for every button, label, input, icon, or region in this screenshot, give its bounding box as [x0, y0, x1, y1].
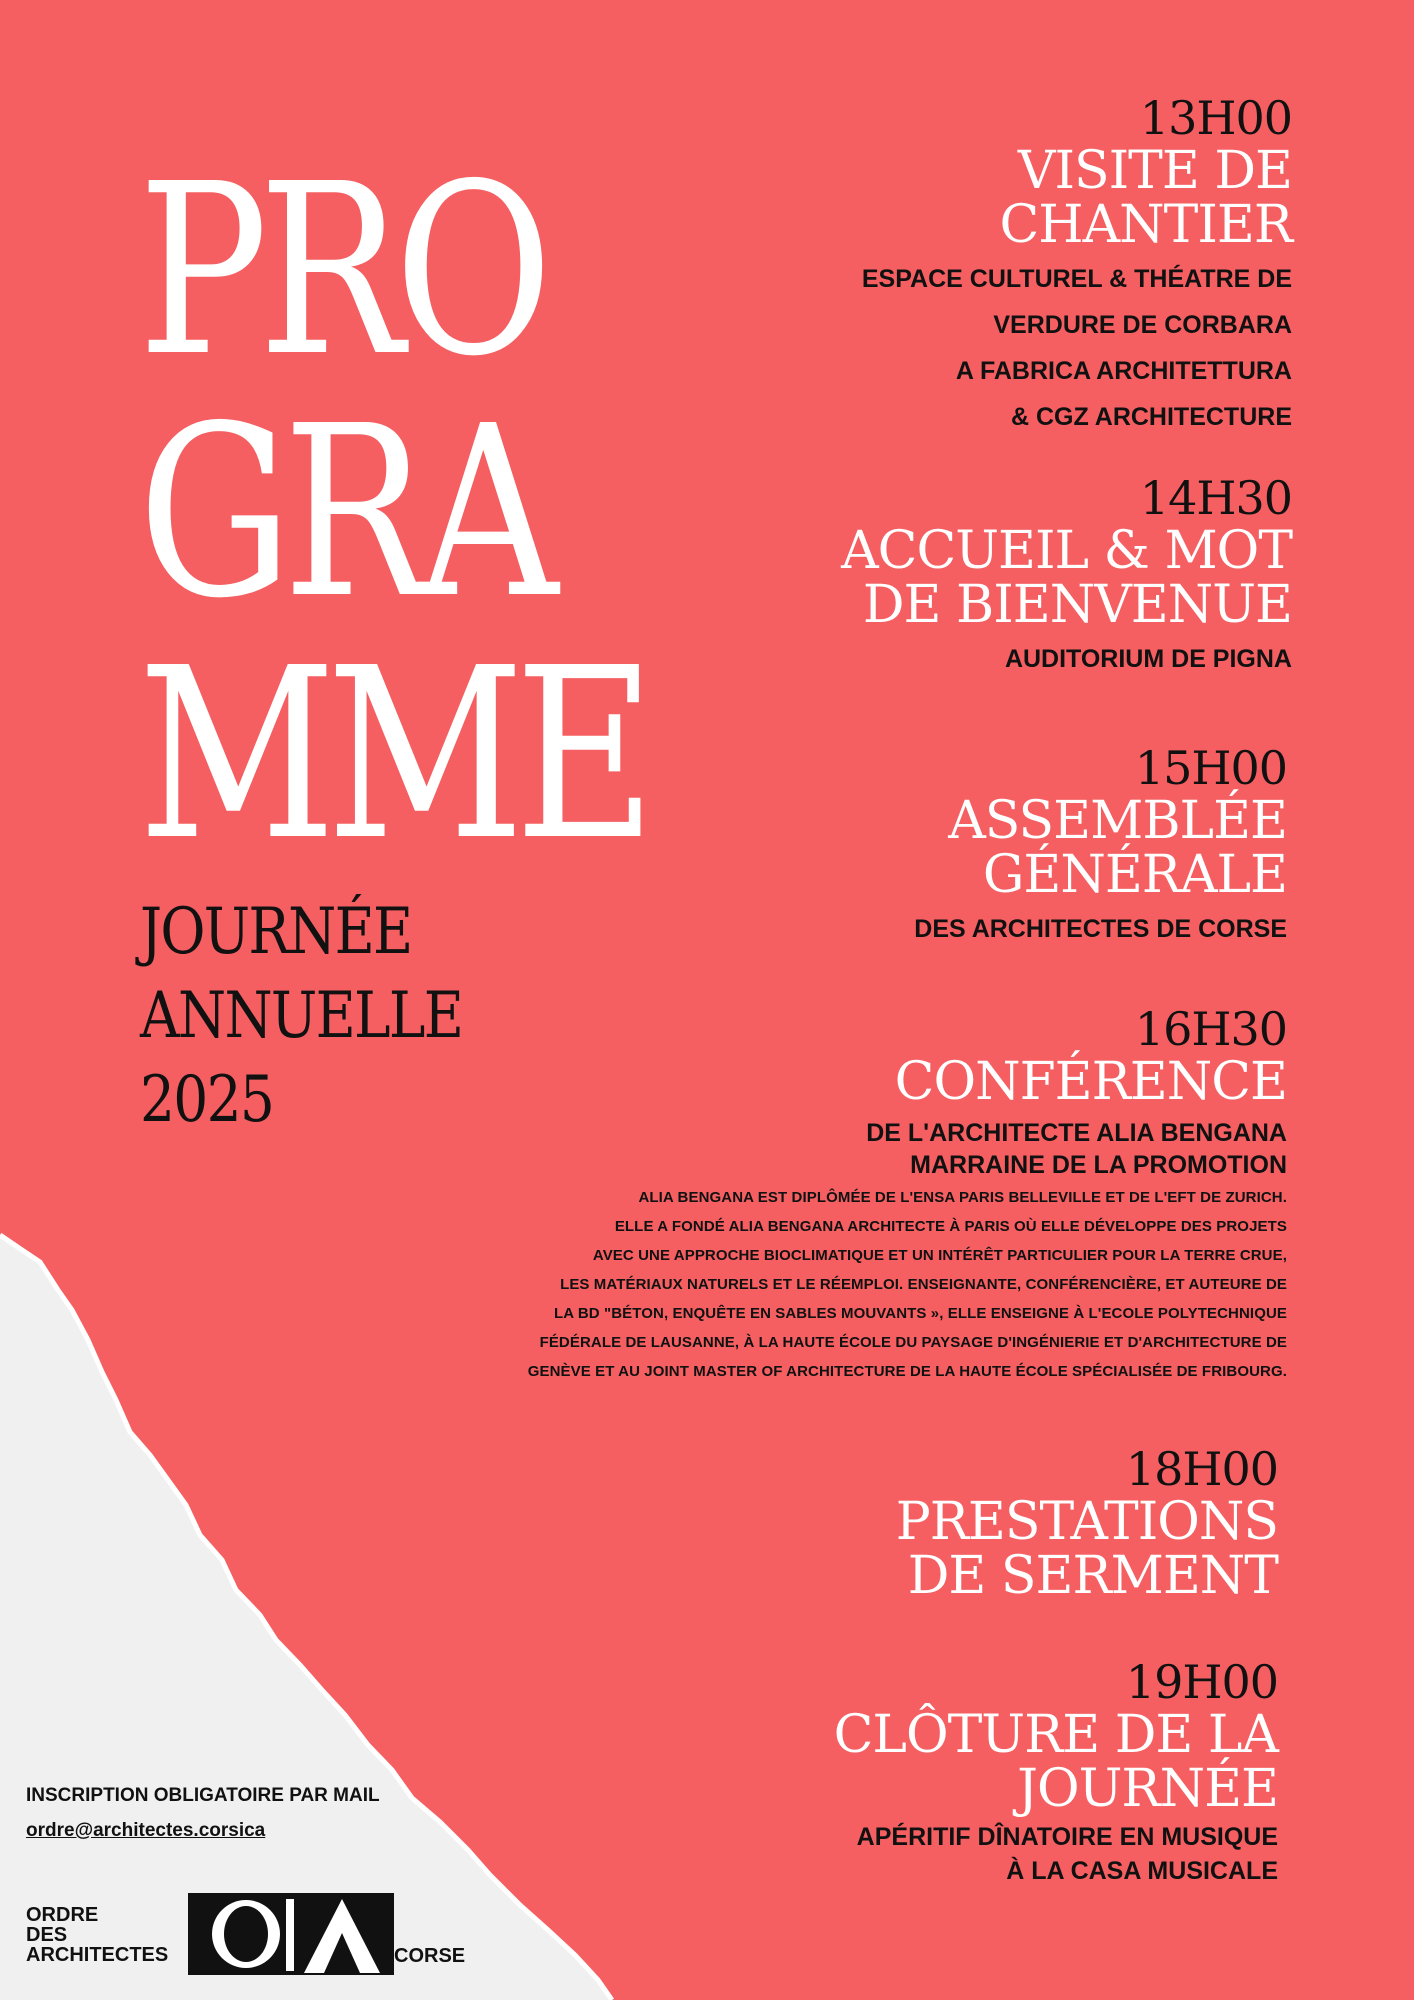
schedule-item	[841, 472, 1292, 682]
programme-title	[138, 133, 647, 892]
event-line: DE BIENVENUE	[862, 575, 1292, 635]
schedule-item	[862, 92, 1292, 440]
bio-line: AVEC UNE APPROCHE BIOCLIMATIQUE ET UN INTÉRÊT PARTICULIER POUR LA TERRE CRUE,	[592, 1247, 1287, 1264]
org-name-line: ARCHITECTES	[26, 1944, 169, 1966]
schedule-event	[528, 1052, 1287, 1112]
schedule-item	[914, 742, 1287, 952]
schedule-time: 14H30	[1139, 471, 1292, 525]
place-line: A FABRICA ARCHITETTURA	[955, 357, 1292, 385]
org-name-line: DES	[26, 1924, 68, 1946]
subtitle-line-1: JOURNÉE	[140, 895, 412, 969]
schedule-place	[528, 1117, 1287, 1181]
schedule-place	[914, 906, 1287, 952]
schedule-item	[834, 1656, 1278, 1888]
place-line: À LA CASA MUSICALE	[1006, 1857, 1278, 1885]
event-subtitle	[140, 890, 462, 1142]
schedule-item	[895, 1442, 1278, 1606]
schedule-event	[862, 141, 1292, 255]
schedule-event	[895, 1492, 1278, 1606]
place-line: VERDURE DE CORBARA	[993, 311, 1292, 339]
title-line-1: PRO	[138, 133, 544, 408]
schedule-time: 13H00	[1139, 91, 1292, 145]
event-line: PRESTATIONS	[895, 1492, 1278, 1552]
bio-line: ALIA BENGANA EST DIPLÔMÉE DE L'ENSA PARIS BELLEVILLE ET DE L'EFT DE ZURICH.	[638, 1189, 1287, 1206]
org-region: CORSE	[394, 1945, 466, 1967]
place-line: DE L'ARCHITECTE ALIA BENGANA	[866, 1119, 1287, 1147]
schedule-place	[841, 636, 1292, 682]
registration-email-link[interactable]: ordre@architectes.corsica	[26, 1820, 266, 1841]
schedule-time: 18H00	[1125, 1442, 1278, 1496]
place-line: AUDITORIUM DE PIGNA	[1004, 645, 1292, 673]
speaker-bio	[528, 1183, 1287, 1386]
place-line: MARRAINE DE LA PROMOTION	[910, 1151, 1287, 1179]
subtitle-line-2: ANNUELLE	[140, 979, 463, 1053]
title-line-3: MME	[138, 617, 647, 892]
bio-line: LA BD "BÉTON, ENQUÊTE EN SABLES MOUVANTS », ELLE ENSEIGNE À L'ECOLE POLYTECHNIQUE	[553, 1305, 1287, 1322]
oa-logo-icon	[188, 1893, 394, 1975]
schedule-event	[833, 1705, 1278, 1819]
place-line: DES ARCHITECTES DE CORSE	[914, 915, 1287, 943]
bio-line: ELLE A FONDÉ ALIA BENGANA ARCHITECTE À PARIS OÙ ELLE DÉVELOPPE DES PROJETS	[614, 1218, 1287, 1235]
schedule-event	[914, 791, 1287, 905]
bio-line: FÉDÉRALE DE LAUSANNE, À LA HAUTE ÉCOLE DU PAYSAGE D'INGÉNIERIE ET D'ARCHITECTURE DE	[539, 1334, 1287, 1351]
event-line: CONFÉRENCE	[894, 1052, 1287, 1112]
schedule-place	[834, 1820, 1278, 1888]
subtitle-line-3: 2025	[140, 1063, 274, 1137]
event-line: CHANTIER	[999, 195, 1292, 255]
schedule-item	[528, 1003, 1287, 1386]
registration-label: INSCRIPTION OBLIGATOIRE PAR MAIL	[26, 1785, 380, 1806]
event-line: JOURNÉE	[1017, 1759, 1278, 1819]
event-line: CLÔTURE DE LA	[833, 1705, 1278, 1765]
event-line: ASSEMBLÉE	[948, 791, 1287, 851]
schedule-time: 19H00	[1125, 1655, 1278, 1709]
place-line: ESPACE CULTUREL & THÉATRE DE	[861, 265, 1292, 293]
schedule-time: 16H30	[1134, 1002, 1287, 1056]
place-line: & CGZ ARCHITECTURE	[1010, 403, 1292, 431]
title-line-2: GRA	[138, 375, 549, 650]
event-line: ACCUEIL & MOT	[841, 521, 1292, 581]
bio-line: GENÈVE ET AU JOINT MASTER OF ARCHITECTURE DE LA HAUTE ÉCOLE SPÉCIALISÉE DE FRIBOURG.	[527, 1363, 1287, 1380]
event-line: GÉNÉRALE	[982, 845, 1287, 905]
place-line: APÉRITIF DÎNATOIRE EN MUSIQUE	[856, 1823, 1278, 1851]
event-line: VISITE DE	[1017, 141, 1292, 201]
schedule-time: 15H00	[1134, 741, 1287, 795]
schedule-place	[862, 256, 1292, 440]
org-name	[26, 1905, 168, 1965]
schedule-event	[841, 521, 1292, 635]
org-name-line: ORDRE	[26, 1904, 99, 1926]
bio-line: LES MATÉRIAUX NATURELS ET LE RÉEMPLOI. ENSEIGNANTE, CONFÉRENCIÈRE, ET AUTEURE DE	[560, 1276, 1287, 1293]
event-line: DE SERMENT	[907, 1546, 1278, 1606]
